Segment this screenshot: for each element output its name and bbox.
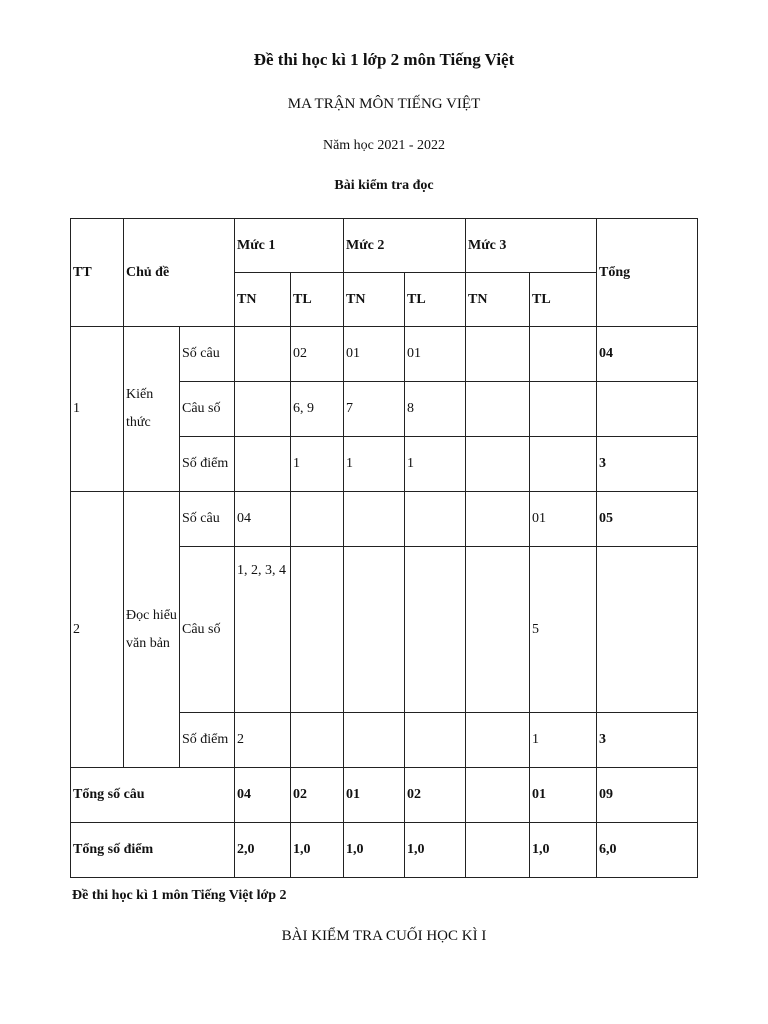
table-cell (466, 823, 530, 878)
table-cell (235, 437, 291, 492)
header-sub: TL (405, 273, 466, 327)
table-row (71, 492, 698, 547)
table-cell: 1,0 (291, 823, 344, 878)
group-topic: Kiến thức (124, 327, 180, 492)
table-cell: 04 (235, 768, 291, 823)
table-cell: 1, 2, 3, 4 (235, 547, 291, 713)
row-label: Số điểm (180, 437, 235, 492)
header-sub: TN (235, 273, 291, 327)
row-total: 05 (597, 492, 698, 547)
table-cell: 6, 9 (291, 382, 344, 437)
table-cell (466, 437, 530, 492)
header-sub: TL (291, 273, 344, 327)
header-level-2: Mức 2 (344, 219, 466, 273)
summary-row (71, 768, 698, 823)
table-cell: 2,0 (235, 823, 291, 878)
summary-row (71, 823, 698, 878)
row-label: Câu số (180, 382, 235, 437)
summary-label: Tổng số điểm (71, 823, 235, 878)
table-cell: 02 (291, 327, 344, 382)
table-cell (466, 327, 530, 382)
row-label: Câu số (180, 547, 235, 713)
header-sub: TN (466, 273, 530, 327)
header-level-1: Mức 1 (235, 219, 344, 273)
header-total: Tổng (597, 219, 698, 327)
row-total: 04 (597, 327, 698, 382)
school-year: Năm học 2021 - 2022 (322, 138, 446, 153)
row-label: Số câu (180, 327, 235, 382)
table-cell: 02 (405, 768, 466, 823)
table-cell (530, 437, 597, 492)
header-topic: Chủ đề (124, 219, 235, 327)
header-tt: TT (71, 219, 124, 327)
table-cell (344, 713, 405, 768)
table-cell (466, 713, 530, 768)
table-cell (344, 547, 405, 713)
exam-matrix-table (70, 218, 698, 878)
table-cell: 1,0 (344, 823, 405, 878)
row-total: 3 (597, 437, 698, 492)
row-label: Số điểm (180, 713, 235, 768)
table-cell (405, 547, 466, 713)
row-label: Số câu (180, 492, 235, 547)
header-level-3: Mức 3 (466, 219, 597, 273)
table-cell (405, 713, 466, 768)
table-cell (235, 382, 291, 437)
table-cell: 1 (530, 713, 597, 768)
table-cell: 04 (235, 492, 291, 547)
table-cell (235, 327, 291, 382)
table-cell: 01 (405, 327, 466, 382)
table-cell: 7 (344, 382, 405, 437)
group-topic: Đọc hiểu văn bản (124, 492, 180, 768)
row-total: 6,0 (597, 823, 698, 878)
table-cell: 1,0 (405, 823, 466, 878)
table-cell: 01 (530, 492, 597, 547)
header-row-1 (71, 219, 698, 273)
table-row (71, 327, 698, 382)
document-title: Đề thi học kì 1 lớp 2 môn Tiếng Việt (253, 50, 515, 69)
table-cell (291, 547, 344, 713)
table-cell (405, 492, 466, 547)
table-cell (291, 492, 344, 547)
table-cell: 1 (291, 437, 344, 492)
matrix-heading: MA TRẬN MÔN TIẾNG VIỆT (287, 96, 481, 112)
table-cell (466, 492, 530, 547)
table-cell: 1,0 (530, 823, 597, 878)
table-cell: 1 (344, 437, 405, 492)
table-cell: 5 (530, 547, 597, 713)
table-cell: 8 (405, 382, 466, 437)
table-cell: 1 (405, 437, 466, 492)
table-cell (466, 768, 530, 823)
header-sub: TN (344, 273, 405, 327)
table-cell: 01 (344, 327, 405, 382)
row-total: 3 (597, 713, 698, 768)
table-cell (344, 492, 405, 547)
table-cell: 2 (235, 713, 291, 768)
footer-test-heading: BÀI KIỂM TRA CUỐI HỌC KÌ I (281, 928, 487, 944)
group-number: 2 (71, 492, 124, 768)
table-cell (466, 382, 530, 437)
table-cell (291, 713, 344, 768)
row-total (597, 382, 698, 437)
footer-exam-title: Đề thi học kì 1 môn Tiếng Việt lớp 2 (72, 888, 287, 903)
table-cell (530, 382, 597, 437)
summary-label: Tổng số câu (71, 768, 235, 823)
section-heading: Bài kiểm tra đọc (334, 178, 434, 193)
table-cell (466, 547, 530, 713)
row-total: 09 (597, 768, 698, 823)
row-total (597, 547, 698, 713)
group-number: 1 (71, 327, 124, 492)
table-cell (530, 327, 597, 382)
table-cell: 01 (530, 768, 597, 823)
header-sub: TL (530, 273, 597, 327)
table-cell: 01 (344, 768, 405, 823)
table-cell: 02 (291, 768, 344, 823)
